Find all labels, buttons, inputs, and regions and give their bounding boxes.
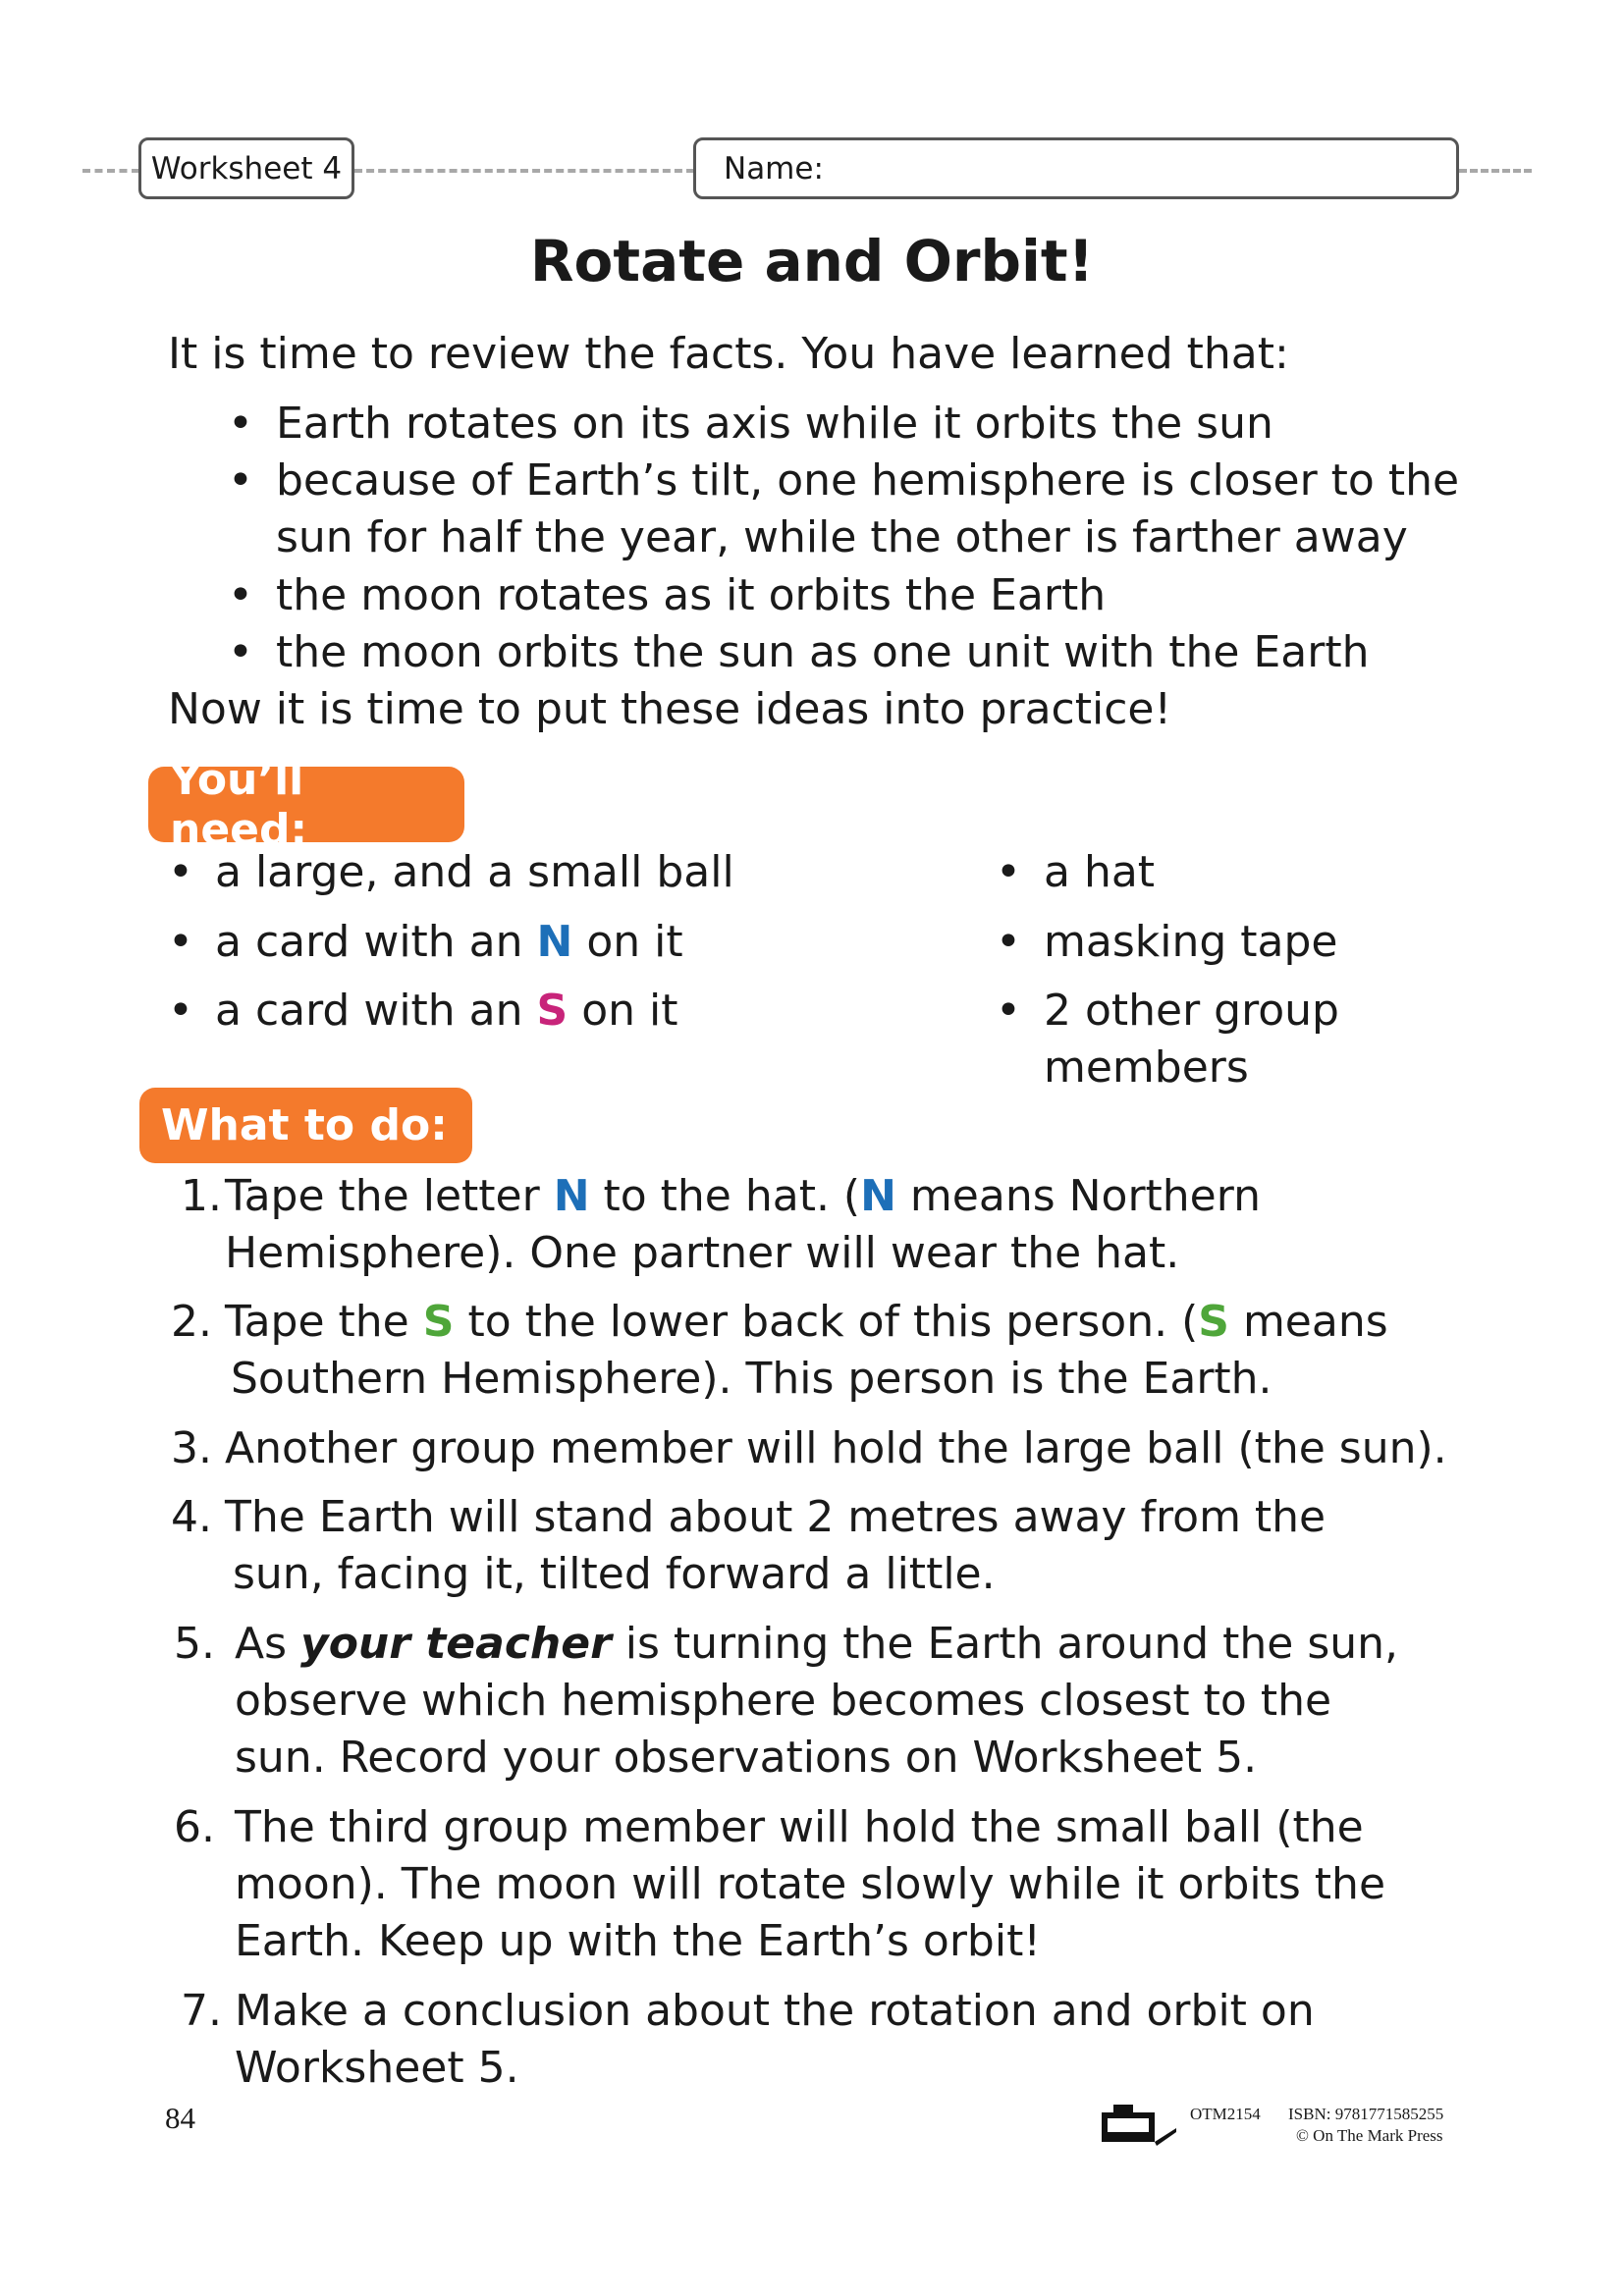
step-5-line-2: observe which hemisphere becomes closest to the [235, 1676, 1332, 1726]
step-6-line-3: Earth. Keep up with the Earth’s orbit! [235, 1916, 1041, 1966]
fact-2-line-1: because of Earth’s tilt, one hemisphere is closer to the [276, 455, 1460, 506]
step-number-1: 1. [181, 1171, 222, 1221]
footer-isbn: ISBN: 9781771585255 [1288, 2105, 1444, 2123]
step-3-line-1: Another group member will hold the large ball (the sun). [225, 1423, 1447, 1473]
letter-s: S [536, 986, 568, 1036]
step-6-line-1: The third group member will hold the small ball (the [235, 1802, 1364, 1852]
step-1-line-1: Tape the letter N to the hat. (N means Northern [225, 1171, 1261, 1221]
outro-text: Now it is time to put these ideas into practice! [168, 684, 1172, 734]
step-number-4: 4. [171, 1492, 212, 1542]
intro-text: It is time to review the facts. You have learned that: [168, 329, 1289, 379]
need-bullet-4: • [996, 847, 1021, 897]
todo-banner [139, 1088, 472, 1163]
need-bullet-1: • [168, 847, 193, 897]
need-item-3: a card with an S on it [215, 986, 678, 1036]
need-bullet-6: • [996, 986, 1021, 1036]
fact-bullet-1: • [228, 399, 253, 449]
name-field[interactable] [693, 137, 1459, 199]
step-5-line-3: sun. Record your observations on Worksheet 5. [235, 1733, 1258, 1783]
header-dashed-line-left [82, 169, 139, 173]
header-dashed-line-right [1459, 169, 1532, 173]
footer-code: OTM2154 [1190, 2105, 1261, 2123]
needs-heading: You’ll need: [170, 754, 308, 855]
need-bullet-5: • [996, 917, 1021, 967]
step-7-line-1: Make a conclusion about the rotation and orbit on [235, 1986, 1315, 2036]
logo-icon [1100, 2101, 1178, 2146]
emphasis-your-teacher: your teacher [300, 1619, 612, 1669]
fact-bullet-3: • [228, 570, 253, 620]
step-6-line-2: moon). The moon will rotate slowly while it orbits the [235, 1859, 1386, 1909]
need-item-5: masking tape [1044, 917, 1338, 967]
header-dashed-line-middle [354, 169, 694, 173]
need-item-2: a card with an N on it [215, 917, 683, 967]
step-4-line-2: sun, facing it, tilted forward a little. [233, 1549, 996, 1599]
fact-1: Earth rotates on its axis while it orbits the sun [276, 399, 1273, 449]
step-number-6: 6. [174, 1802, 215, 1852]
page-number: 84 [165, 2101, 195, 2135]
step-1-line-2: Hemisphere). One partner will wear the hat. [225, 1228, 1180, 1278]
need-item-6-line-2: members [1044, 1042, 1249, 1093]
need-item-4: a hat [1044, 847, 1156, 897]
worksheet-label: Worksheet 4 [150, 150, 343, 187]
fact-bullet-2: • [228, 455, 253, 506]
fact-3: the moon rotates as it orbits the Earth [276, 570, 1107, 620]
need-bullet-3: • [168, 986, 193, 1036]
needs-banner [148, 754, 464, 855]
step-5-line-1: As your teacher is turning the Earth around the sun, [235, 1619, 1399, 1669]
need-bullet-2: • [168, 917, 193, 967]
step-number-3: 3. [171, 1423, 212, 1473]
step-number-7: 7. [181, 1986, 222, 2036]
name-label: Name: [724, 150, 824, 187]
todo-heading: What to do: [161, 1100, 448, 1150]
footer-copyright: © On The Mark Press [1296, 2126, 1443, 2145]
step-7-line-2: Worksheet 5. [235, 2043, 519, 2093]
step-number-2: 2. [171, 1297, 212, 1347]
step-4-line-1: The Earth will stand about 2 metres away from the [225, 1492, 1326, 1542]
step-2-line-1: Tape the S to the lower back of this person. (S means [225, 1297, 1388, 1347]
step-number-5: 5. [174, 1619, 215, 1669]
page-title: Rotate and Orbit! [529, 228, 1095, 294]
need-item-1: a large, and a small ball [215, 847, 734, 897]
fact-2-line-2: sun for half the year, while the other is farther away [276, 512, 1408, 562]
letter-n: N [536, 917, 573, 967]
worksheet-label-box [138, 137, 354, 199]
fact-bullet-4: • [228, 627, 253, 677]
need-item-6-line-1: 2 other group [1044, 986, 1339, 1036]
step-2-line-2: Southern Hemisphere). This person is the Earth. [231, 1354, 1272, 1404]
fact-4: the moon orbits the sun as one unit with the Earth [276, 627, 1370, 677]
